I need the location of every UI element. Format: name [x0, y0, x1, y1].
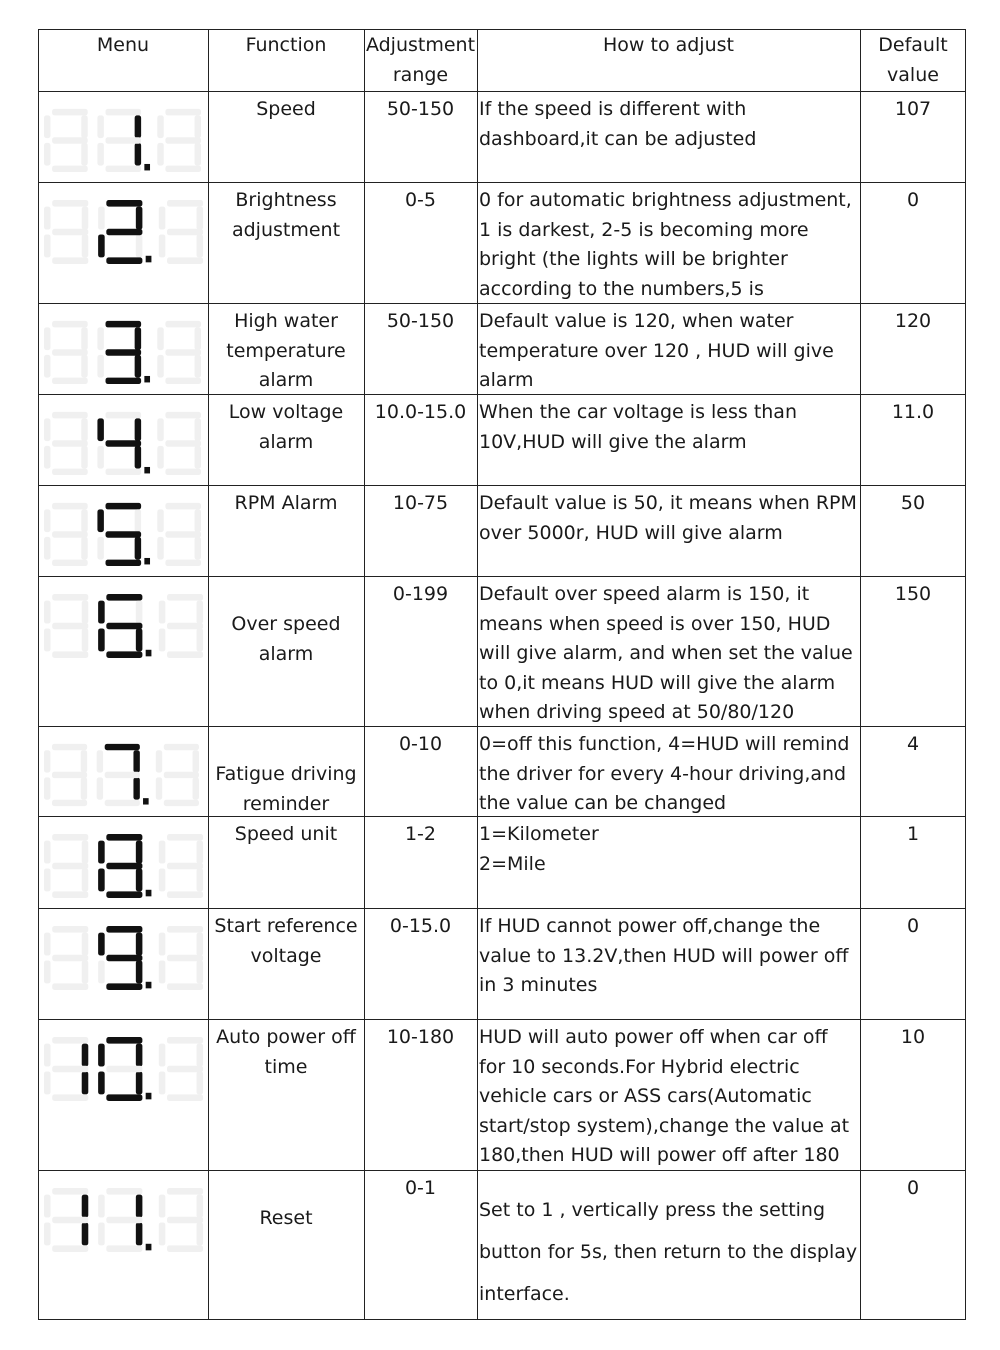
table-row	[38, 1019, 966, 1170]
function-cell: High water temperature alarm	[226, 310, 346, 391]
how-cell: Set to 1 , vertically press the setting button for 5s, then return to the display interface.	[479, 1199, 858, 1305]
table-row	[38, 576, 966, 726]
how-cell: Default over speed alarm is 150, it means when speed is over 150, HUD will give alarm, and when set the value to 0,it means HUD will give the alarm when driving speed at 50/80/120	[479, 583, 853, 723]
menu-cell	[38, 304, 208, 394]
menu-cell	[38, 817, 208, 908]
function-cell: Start reference voltage	[214, 915, 358, 967]
menu-cell	[38, 395, 208, 485]
how-cell: Default value is 50, it means when RPM over 5000r, HUD will give alarm	[479, 492, 857, 544]
seven-segment-11-icon	[44, 1181, 208, 1259]
default-cell: 10	[900, 1026, 926, 1048]
how-cell: If HUD cannot power off,change the value to 13.2V,then HUD will power off in 3 minutes	[479, 915, 849, 996]
settings-table	[38, 29, 966, 1320]
seven-segment-4-icon	[44, 405, 206, 482]
seven-segment-7-icon	[44, 737, 204, 813]
range-cell: 10-180	[386, 1026, 455, 1048]
menu-cell	[38, 486, 208, 576]
how-cell: Default value is 120, when water temperature over 120 , HUD will give alarm	[479, 310, 834, 391]
table-row	[38, 485, 966, 576]
range-cell: 0-1	[404, 1177, 437, 1199]
header-default: Default value	[878, 34, 948, 86]
seven-segment-3-icon	[44, 314, 206, 391]
header-range: Adjustment range	[365, 34, 476, 86]
range-cell: 1-2	[404, 823, 437, 845]
seven-segment-5-icon	[44, 496, 206, 573]
table-row	[38, 1170, 966, 1320]
table-row	[38, 816, 966, 908]
table-row	[38, 303, 966, 394]
default-cell: 50	[900, 492, 926, 514]
column-divider	[477, 29, 478, 1320]
function-cell: RPM Alarm	[234, 492, 338, 514]
how-cell: 0 for automatic brightness adjustment, 1 is darkest, 2-5 is becoming more bright (the lights will be brighter according to the numbers,5 is	[479, 189, 852, 300]
column-divider	[364, 29, 365, 1320]
range-cell: 10-75	[392, 492, 449, 514]
range-cell: 0-199	[392, 583, 449, 605]
how-cell: HUD will auto power off when car off for 10 seconds.For Hybrid electric vehicle cars or ASS cars(Automatic start/stop system),change the value at 180,then HUD will power off after 180	[479, 1026, 850, 1166]
column-divider	[208, 29, 209, 1320]
default-cell: 120	[894, 310, 932, 332]
table-row	[38, 726, 966, 816]
menu-cell	[38, 577, 208, 726]
header-how: How to adjust	[603, 34, 734, 56]
function-cell: Auto power off time	[216, 1026, 356, 1078]
table-row	[38, 182, 966, 303]
seven-segment-2-icon	[44, 193, 208, 271]
function-cell: Reset	[259, 1207, 313, 1229]
table-row	[38, 908, 966, 1019]
range-cell: 0-5	[404, 189, 437, 211]
menu-cell	[38, 727, 208, 816]
default-cell: 0	[906, 1177, 920, 1199]
menu-cell	[38, 909, 208, 1019]
seven-segment-6-icon	[44, 587, 208, 665]
range-cell: 10.0-15.0	[374, 401, 467, 423]
range-cell: 50-150	[386, 98, 455, 120]
function-cell: Speed unit	[234, 823, 338, 845]
seven-segment-10-icon	[44, 1030, 208, 1108]
menu-cell	[38, 1171, 208, 1320]
column-divider	[860, 29, 861, 1320]
menu-cell	[38, 183, 208, 303]
default-cell: 107	[894, 98, 932, 120]
range-cell: 0-15.0	[389, 915, 452, 937]
header-menu: Menu	[96, 34, 150, 56]
function-cell: Low voltage alarm	[228, 401, 344, 453]
table-row	[38, 91, 966, 182]
default-cell: 1	[906, 823, 920, 845]
function-cell: Brightness adjustment	[231, 189, 341, 241]
function-cell: Fatigue driving reminder	[215, 763, 357, 815]
function-cell: Over speed alarm	[231, 613, 341, 665]
how-cell: If the speed is different with dashboard,it can be adjusted	[479, 98, 757, 150]
range-cell: 50-150	[386, 310, 455, 332]
seven-segment-8-icon	[44, 827, 208, 905]
menu-cell	[38, 1020, 208, 1170]
default-cell: 0	[906, 915, 920, 937]
seven-segment-1-icon	[44, 102, 206, 179]
function-cell: Speed	[256, 98, 316, 120]
how-cell: When the car voltage is less than 10V,HUD will give the alarm	[479, 401, 797, 453]
table-row	[38, 394, 966, 485]
default-cell: 11.0	[891, 401, 935, 423]
menu-cell	[38, 92, 208, 182]
seven-segment-9-icon	[44, 919, 208, 997]
header-function: Function	[245, 34, 327, 56]
how-cell: 1=Kilometer 2=Mile	[479, 823, 599, 875]
default-cell: 4	[906, 733, 920, 755]
how-cell: 0=off this function, 4=HUD will remind the driver for every 4-hour driving,and the value can be changed	[479, 733, 850, 814]
default-cell: 150	[894, 583, 932, 605]
table-header-row	[38, 29, 966, 91]
range-cell: 0-10	[398, 733, 443, 755]
default-cell: 0	[906, 189, 920, 211]
